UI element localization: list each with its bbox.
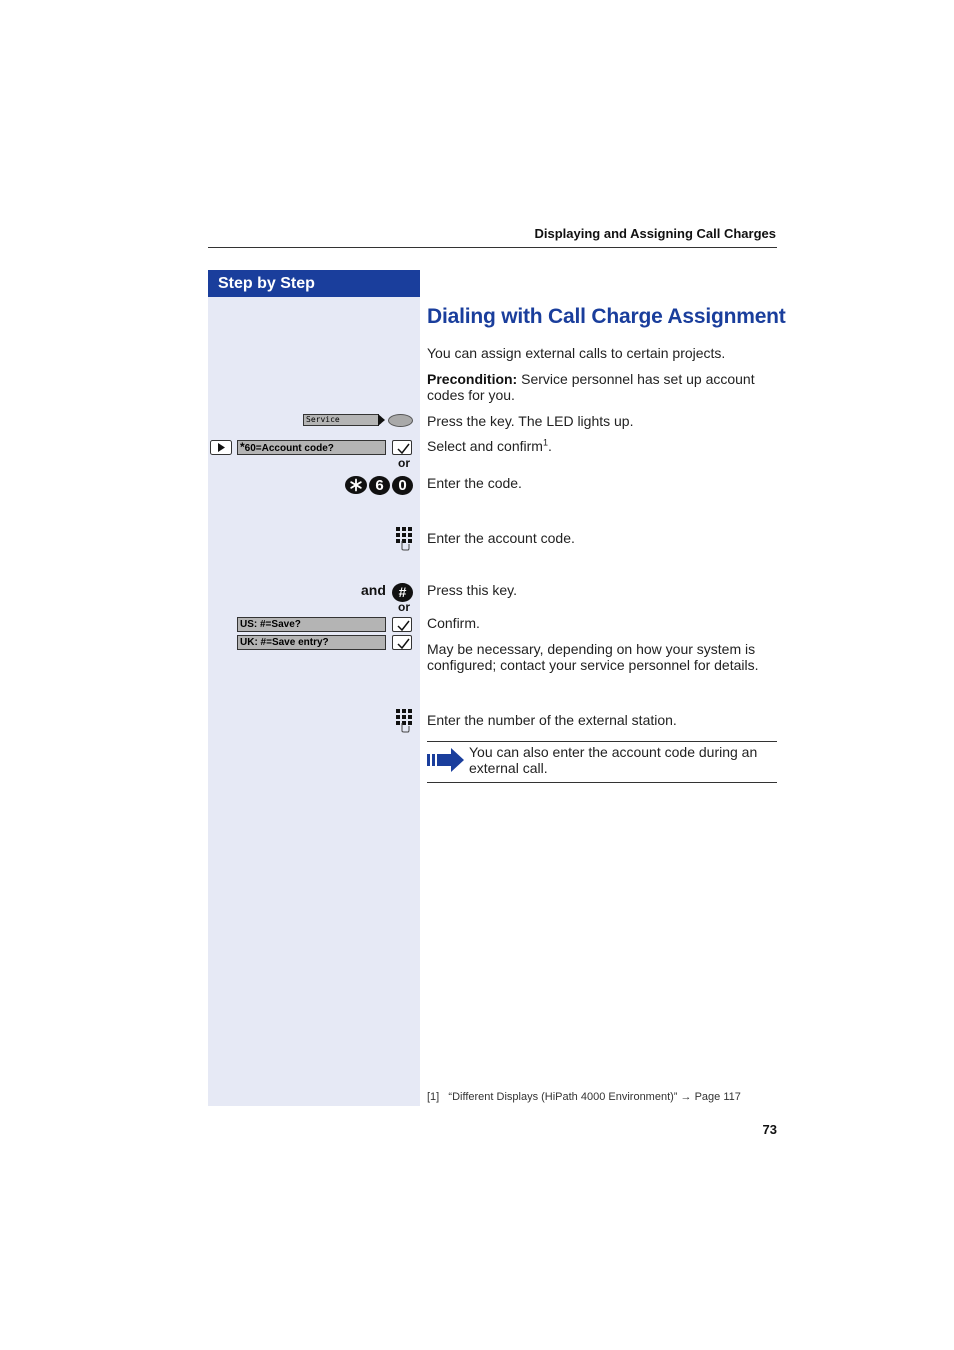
note-bottom-rule <box>427 782 777 783</box>
hash-key-icon[interactable]: # <box>392 583 413 602</box>
footnote <box>427 1091 741 1103</box>
page-title: Dialing with Call Charge Assignment <box>427 305 786 328</box>
footnote-page-link[interactable]: Page 117 <box>694 1091 741 1103</box>
header-rule <box>208 247 777 248</box>
key-pointer-icon <box>378 414 386 426</box>
enter-account-desc: Enter the account code. <box>427 530 575 546</box>
service-desc: Press the key. The LED lights up. <box>427 413 634 429</box>
checkmark-icon[interactable] <box>392 617 412 632</box>
service-key-label: Service <box>303 414 379 426</box>
confirm-desc: Confirm. <box>427 615 480 631</box>
menu-item-uk-save[interactable]: UK: #=Save entry? <box>237 635 386 650</box>
menu-item-account-code[interactable] <box>237 440 386 455</box>
asterisk-glyph: * <box>240 440 245 454</box>
scroll-arrow-icon[interactable] <box>210 440 232 455</box>
step-sidebar <box>208 270 420 1106</box>
precondition-body: Service personnel has set up account codes for you. <box>427 371 755 403</box>
note-text: You can also enter the account code during an external call. <box>469 744 758 776</box>
enter-number-desc: Enter the number of the external station. <box>427 712 677 728</box>
precondition-text <box>427 371 777 403</box>
menu-item-text: 60=Account code? <box>244 443 334 454</box>
may-be-necessary-desc: May be necessary, depending on how your system is configured; contact your service personnel for details. <box>427 641 759 673</box>
or-label-2: or <box>398 600 410 614</box>
or-label: or <box>398 456 410 470</box>
menu-item-us-save[interactable]: US: #=Save? <box>237 617 386 632</box>
footnote-ref: 1 <box>542 437 548 448</box>
key-0-icon[interactable]: 0 <box>392 476 413 495</box>
checkmark-icon[interactable] <box>392 635 412 650</box>
select-desc: Select and confirm$^1$. <box>427 437 552 454</box>
key-6-icon[interactable]: 6 <box>369 476 390 495</box>
note-top-rule <box>427 741 777 742</box>
enter-code-desc: Enter the code. <box>427 475 522 491</box>
star-key-icon[interactable] <box>345 476 367 494</box>
precondition-label: Precondition: <box>427 371 518 387</box>
and-label: and <box>361 582 386 598</box>
running-header: Displaying and Assigning Call Charges <box>534 226 776 241</box>
led-key-icon[interactable] <box>388 414 413 427</box>
sidebar-heading: Step by Step <box>208 270 420 297</box>
footnote-text: “Different Displays (HiPath 4000 Environment)” <box>448 1091 678 1103</box>
intro-text: You can assign external calls to certain projects. <box>427 345 726 361</box>
keypad-icon <box>396 709 413 733</box>
arrow-icon: → <box>680 1091 692 1103</box>
press-key-desc: Press this key. <box>427 582 517 598</box>
keypad-icon <box>396 527 413 551</box>
checkmark-icon[interactable] <box>392 440 412 455</box>
note-arrow-icon <box>427 747 465 773</box>
footnote-marker: [1] <box>427 1091 440 1103</box>
page-number: 73 <box>762 1122 777 1137</box>
